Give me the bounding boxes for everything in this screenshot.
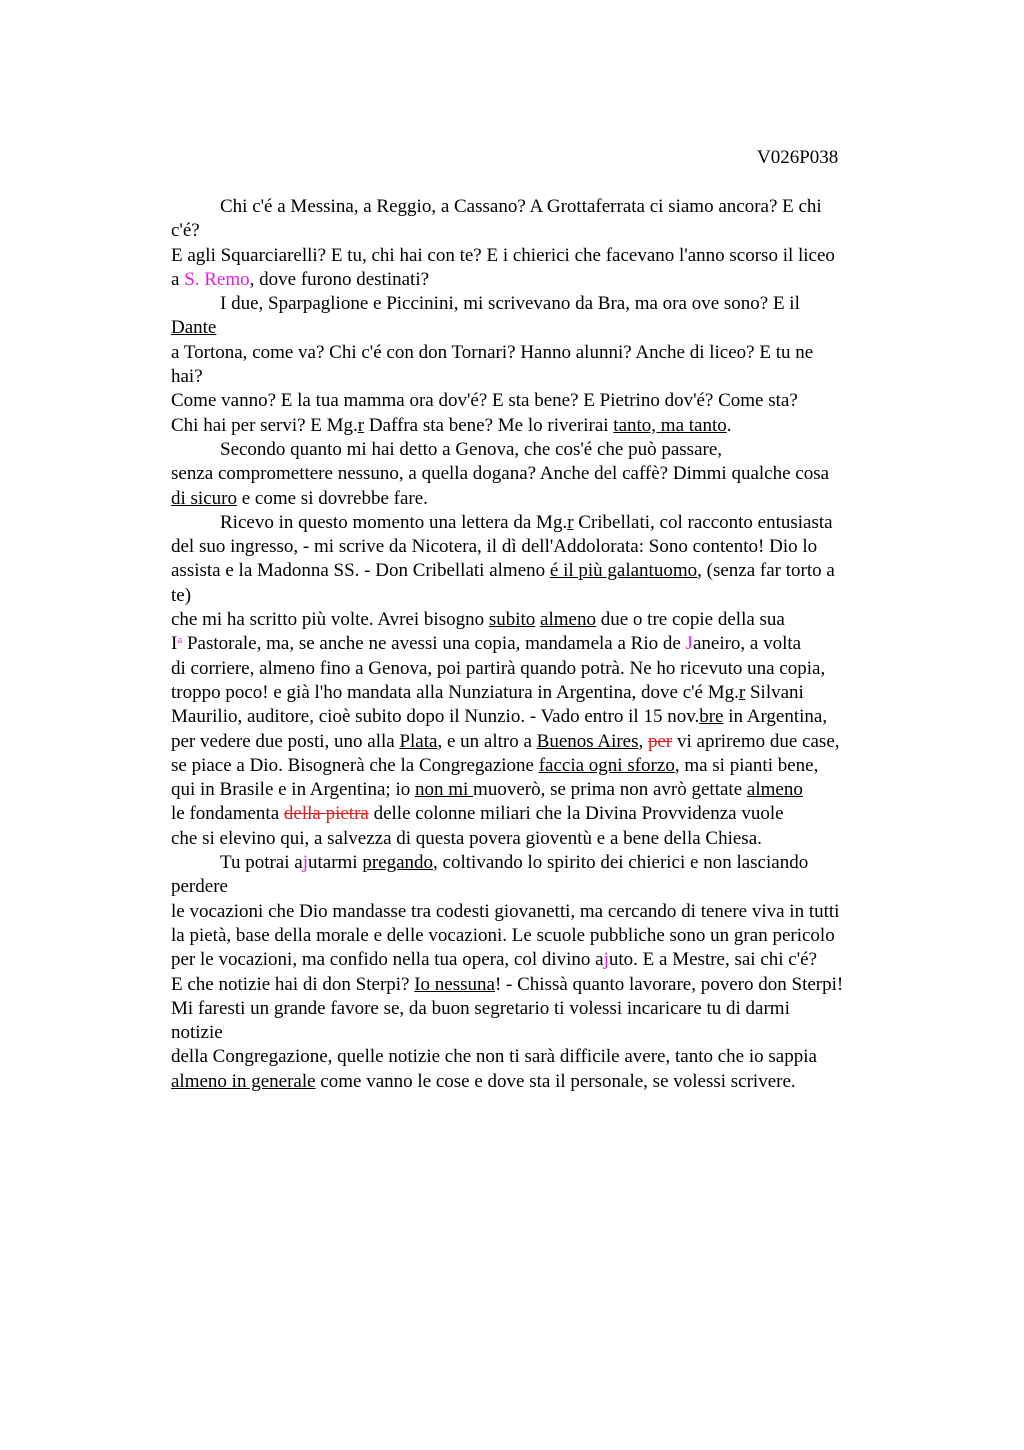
- text-segment: ,: [638, 730, 648, 752]
- text-line: [171, 341, 911, 365]
- underlined-text: subito: [488, 609, 536, 631]
- text-segment: per le vocazioni, ma confido nella tua opera, col divino a: [171, 949, 604, 971]
- text-segment: E agli Squarciarelli? E tu, chi hai con te? E i chierici che facevano l'anno scorso il liceo: [171, 244, 835, 266]
- text-segment: utarmi: [307, 852, 363, 874]
- text-segment: Chi hai per servi? E Mg.: [171, 414, 358, 436]
- text-segment: per vedere due posti, uno alla: [171, 730, 400, 752]
- text-line: [171, 462, 911, 486]
- text-segment: perdere: [171, 876, 228, 898]
- text-segment: senza compromettere nessuno, a quella dogana? Anche del caffè? Dimmi qualche cosa: [171, 463, 830, 485]
- text-line: [171, 681, 911, 705]
- text-line: [171, 948, 911, 972]
- text-segment: a: [171, 268, 185, 290]
- deleted-text: per: [648, 730, 673, 752]
- text-segment: che mi ha scritto più volte. Avrei bisogno: [171, 609, 489, 631]
- underlined-text: non mi: [414, 779, 474, 801]
- underlined-text: r: [357, 414, 365, 436]
- underlined-text: almeno: [540, 609, 596, 631]
- text-segment: delle colonne miliari che la Divina Provvidenza vuole: [368, 803, 784, 825]
- underlined-text: bre: [699, 706, 724, 728]
- text-segment: I due, Sparpaglione e Piccinini, mi scrivevano da Bra, ma ora ove sono? E il: [220, 293, 800, 315]
- text-line: [171, 924, 911, 948]
- page-identifier: V026P038: [757, 147, 839, 168]
- text-segment: Ricevo in questo momento una lettera da Mg.: [220, 511, 568, 533]
- text-segment: Secondo quanto mi hai detto a Genova, che cos'é che può passare,: [220, 438, 723, 460]
- underlined-text: di sicuro: [171, 487, 237, 509]
- text-segment: E che notizie hai di don Sterpi?: [171, 973, 415, 995]
- text-segment: ! - Chissà quanto lavorare, povero don Sterpi!: [494, 973, 844, 995]
- text-segment: la pietà, base della morale e delle vocazioni. Le scuole pubbliche sono un gran pericolo: [171, 924, 835, 946]
- text-segment: due o tre copie della sua: [595, 609, 785, 631]
- underlined-text: é il più galantuomo: [549, 560, 698, 582]
- text-line: [171, 389, 911, 413]
- text-segment: le fondamenta: [171, 803, 284, 825]
- letter-body: [171, 195, 911, 1094]
- underlined-text: pregando: [362, 852, 434, 874]
- text-segment: e come si dovrebbe fare.: [236, 487, 428, 509]
- text-segment: di corriere, almeno fino a Genova, poi partirà quando potrà. Ne ho ricevuto una copia,: [171, 657, 826, 679]
- text-segment: in Argentina,: [723, 706, 828, 728]
- text-line: [171, 851, 911, 875]
- text-segment: , (senza far torto a: [697, 560, 835, 582]
- text-line: [171, 1045, 911, 1069]
- text-line: [171, 219, 911, 243]
- text-segment: come vanno le cose e dove sta il personale, se volessi scrivere.: [315, 1070, 796, 1092]
- text-line: [171, 802, 911, 826]
- text-line: [171, 657, 911, 681]
- text-segment: , ma si pianti bene,: [674, 754, 819, 776]
- text-segment: aneiro, a volta: [692, 633, 802, 655]
- text-segment: uto. E a Mestre, sai chi c'é?: [608, 949, 818, 971]
- text-segment: Maurilio, auditore, cioè subito dopo il Nunzio. - Vado entro il 15 nov.: [171, 706, 700, 728]
- text-segment: , e un altro a: [437, 730, 537, 752]
- text-segment: troppo poco! e già l'ho mandata alla Nunziatura in Argentina, dove c'é Mg.: [171, 681, 739, 703]
- text-line: [171, 1021, 911, 1045]
- text-line: [171, 535, 911, 559]
- text-segment: Daffra sta bene? Me lo riverirai: [364, 414, 614, 436]
- text-line: [171, 316, 911, 340]
- text-line: [171, 584, 911, 608]
- text-line: [171, 778, 911, 802]
- text-line: [171, 487, 911, 511]
- highlighted-text: j: [302, 852, 308, 874]
- text-segment: te): [171, 584, 192, 606]
- underlined-text: faccia ogni sforzo: [538, 754, 675, 776]
- highlighted-text: j: [603, 949, 609, 971]
- text-segment: Tu potrai a: [220, 852, 303, 874]
- text-line: [171, 754, 911, 778]
- text-segment: Mi faresti un grande favore se, da buon segretario ti volessi incaricare tu di darmi: [171, 997, 790, 1019]
- text-segment: Chi c'é a Messina, a Reggio, a Cassano? A Grottaferrata ci siamo ancora? E chi: [220, 196, 822, 217]
- text-segment: .: [726, 414, 732, 436]
- text-line: [171, 244, 911, 268]
- text-segment: vi apriremo due case,: [672, 730, 840, 752]
- text-segment: del suo ingresso, - mi scrive da Nicotera, il dì dell'Addolorata: Sono contento! Dio lo: [171, 536, 818, 558]
- text-segment: Silvani: [745, 681, 804, 703]
- text-segment: della Congregazione, quelle notizie che non ti sarà difficile avere, tanto che io sappia: [171, 1046, 817, 1068]
- text-line: [171, 438, 911, 462]
- underlined-text: Io nessuna: [414, 973, 495, 995]
- text-segment: I: [171, 633, 178, 655]
- text-segment: , coltivando lo spirito dei chierici e non lasciando: [433, 852, 809, 874]
- text-line: [171, 997, 911, 1021]
- text-line: [171, 1070, 911, 1094]
- text-line: [171, 827, 911, 851]
- text-segment: c'é?: [171, 220, 200, 242]
- text-segment: se piace a Dio. Bisognerà che la Congregazione: [171, 754, 539, 776]
- text-segment: qui in Brasile e in Argentina; io: [171, 779, 415, 801]
- superscript-mark: a: [177, 634, 183, 647]
- text-line: [171, 414, 911, 438]
- text-line: [171, 730, 911, 754]
- text-segment: che si elevino qui, a salvezza di questa povera gioventù e a bene della Chiesa.: [171, 827, 762, 849]
- underlined-text: almeno: [746, 779, 803, 801]
- underlined-text: Plata: [399, 730, 438, 752]
- underlined-text: r: [567, 511, 574, 533]
- text-segment: , dove furono destinati?: [249, 268, 430, 290]
- text-segment: le vocazioni che Dio mandasse tra codesti giovanetti, ma cercando di tenere viva in tutti: [171, 900, 840, 922]
- text-segment: a Tortona, come va? Chi c'é con don Tornari? Hanno alunni? Anche di liceo? E tu ne: [171, 341, 814, 363]
- text-line: [171, 608, 911, 632]
- text-line: [171, 365, 911, 389]
- underlined-text: r: [738, 681, 746, 703]
- text-line: [171, 705, 911, 729]
- highlighted-text: S. Remo: [184, 268, 250, 290]
- text-line: [171, 875, 911, 899]
- text-segment: hai?: [171, 366, 203, 388]
- text-segment: notizie: [171, 1022, 223, 1044]
- deleted-text: della pietra: [283, 803, 369, 825]
- underlined-text: Buenos Aires: [536, 730, 639, 752]
- text-line: [171, 292, 911, 316]
- text-segment: Come vanno? E la tua mamma ora dov'é? E sta bene? E Pietrino dov'é? Come sta?: [171, 390, 798, 412]
- text-segment: muoverò, se prima non avrò gettate: [473, 779, 747, 801]
- text-segment: Pastorale, ma, se anche ne avessi una copia, mandamela a Rio de: [182, 633, 686, 655]
- underlined-text: almeno in generale: [171, 1070, 316, 1092]
- underlined-text: Dante: [171, 317, 217, 339]
- underlined-text: tanto, ma tanto: [613, 414, 727, 436]
- text-line: [171, 559, 911, 583]
- text-segment: assista e la Madonna SS. - Don Cribellati almeno: [171, 560, 550, 582]
- text-line: [171, 268, 911, 292]
- text-line: [171, 632, 911, 656]
- text-line: [171, 973, 911, 997]
- text-segment: Cribellati, col racconto entusiasta: [573, 511, 833, 533]
- highlighted-text: J: [685, 633, 693, 655]
- text-line: [171, 195, 911, 219]
- text-line: [171, 511, 911, 535]
- text-line: [171, 900, 911, 924]
